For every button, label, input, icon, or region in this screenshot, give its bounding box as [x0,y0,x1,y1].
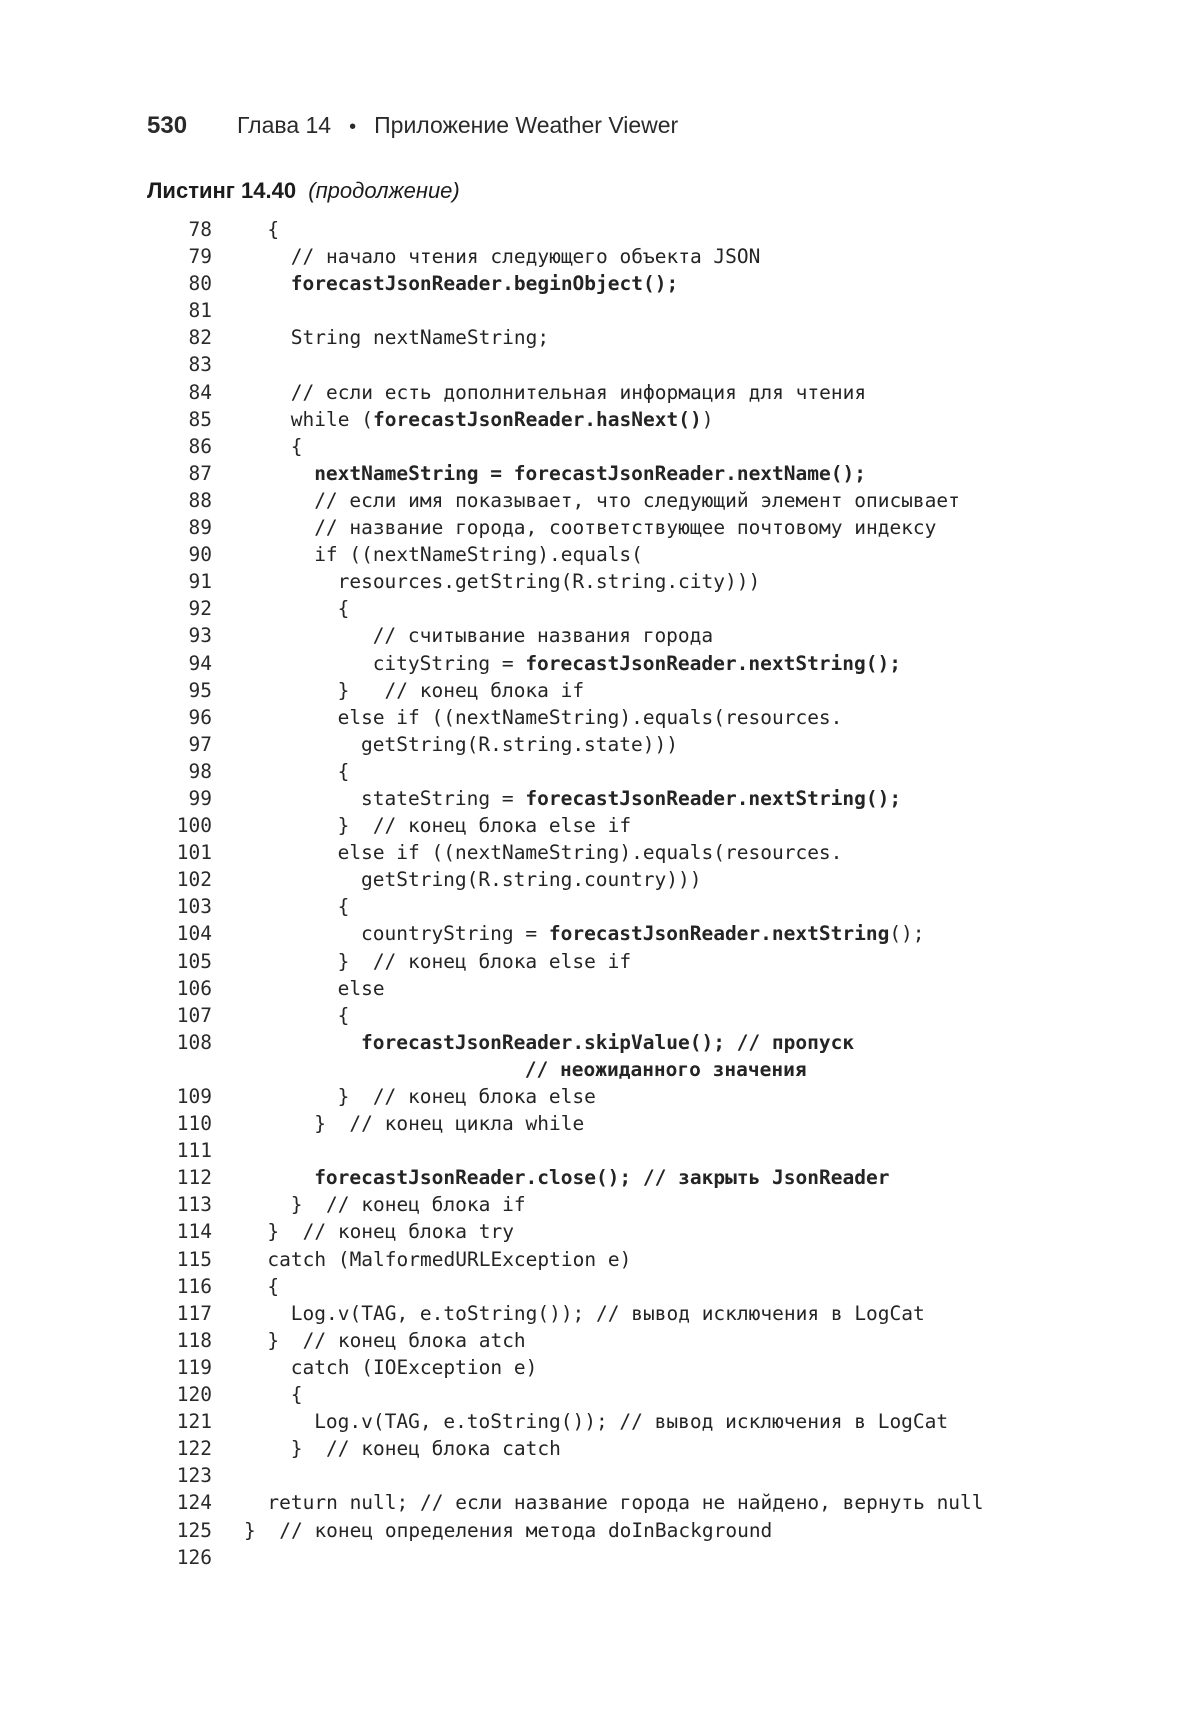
code-line [160,1489,1060,1516]
code-text [338,1002,350,1029]
line-number: 111 [176,1139,212,1163]
code-segment: while ( [290,407,373,431]
code-text [338,704,843,731]
code-text [291,324,549,351]
code-segment: getString(R.string.country))) [361,868,702,892]
code-segment: ) [701,407,714,431]
line-number: 101 [176,841,212,865]
code-segment: resources.getString(R.string.city))) [337,570,761,594]
code-line [160,216,1060,243]
code-text [291,243,761,270]
line-number: 121 [176,1410,212,1434]
code-line [160,541,1060,568]
code-segment: } // конец блока catch [290,1437,561,1461]
code-line [160,433,1060,460]
code-text [267,1218,514,1245]
running-head [147,112,678,152]
code-text [267,216,279,243]
code-text [361,731,678,758]
line-number: 95 [188,678,212,702]
code-line [160,568,1060,595]
code-text [361,785,901,812]
line-number: 93 [188,624,212,648]
code-text [291,1381,303,1408]
line-number: 103 [176,895,212,919]
line-number: 119 [176,1355,212,1379]
code-segment: { [337,597,350,621]
code-bold-segment: // неожиданного значения [524,1057,807,1081]
line-number: 122 [176,1437,212,1461]
listing-continuation: (продолжение) [308,178,460,203]
line-number: 112 [176,1166,212,1190]
code-segment: catch (MalformedURLException e) [267,1247,632,1271]
code-segment: catch (IOException e) [290,1355,538,1379]
code-line [160,866,1060,893]
code-line [160,1137,1060,1164]
code-segment: { [290,434,303,458]
code-bold-segment: forecastJsonReader.nextString [548,922,890,946]
code-bold-segment: forecastJsonReader.beginObject(); [290,272,679,296]
code-segment: } // конец блока if [290,1193,526,1217]
code-text [314,541,643,568]
line-number: 105 [176,949,212,973]
code-line [160,1002,1060,1029]
code-line [160,704,1060,731]
line-number: 97 [188,732,212,756]
code-line [160,1462,1060,1489]
line-number: 84 [188,380,212,404]
code-line [160,324,1060,351]
code-text [338,975,385,1002]
line-number: 90 [188,543,212,567]
code-text [314,1110,584,1137]
code-text [267,1327,525,1354]
code-line [160,460,1060,487]
line-number: 88 [188,488,212,512]
code-text [338,758,350,785]
code-segment: cityString = [372,651,526,675]
code-text [267,1489,983,1516]
code-segment: { [290,1383,303,1407]
line-number: 113 [176,1193,212,1217]
code-text [338,595,350,622]
line-number: 120 [176,1383,212,1407]
code-line [160,839,1060,866]
code-segment: { [267,218,280,241]
code-text [338,568,761,595]
line-number: 126 [176,1545,212,1569]
code-line [160,948,1060,975]
line-number: 86 [188,434,212,458]
line-number: 89 [188,516,212,540]
code-segment: Log.v(TAG, e.toString()); // вывод исключения в LogCat [314,1410,949,1434]
code-text [314,1408,948,1435]
code-text [314,460,866,487]
code-segment: else if ((nextNameString).equals(resources. [337,841,843,865]
code-text [373,650,901,677]
code-text [338,948,632,975]
code-segment: } // конец блока atch [267,1328,526,1352]
code-line [160,297,1060,324]
code-bold-segment: forecastJsonReader.skipValue(); // пропуск [361,1030,855,1054]
code-line [160,1381,1060,1408]
code-segment: else if ((nextNameString).equals(resources. [337,705,843,729]
code-segment: else [337,976,385,1000]
line-number: 108 [176,1030,212,1054]
line-number: 114 [176,1220,212,1244]
code-line [160,1544,1060,1571]
code-text [338,677,585,704]
line-number: 92 [188,597,212,621]
code-text [291,433,303,460]
code-segment: } // конец блока try [267,1220,514,1244]
line-number: 87 [188,461,212,485]
code-line [160,595,1060,622]
line-number: 79 [188,245,212,269]
code-line [160,379,1060,406]
code-line [160,758,1060,785]
code-text [314,514,936,541]
line-number: 109 [176,1085,212,1108]
code-bold-segment: forecastJsonReader.close(); // закрыть JsonReader [314,1166,890,1190]
code-line [160,1408,1060,1435]
code-line [160,1273,1060,1300]
code-line [160,1029,1060,1056]
code-line [160,1083,1060,1110]
code-line [160,785,1060,812]
code-line [160,1191,1060,1218]
code-segment: } // конец цикла while [314,1112,585,1136]
code-segment: } // конец блока else if [337,814,632,838]
line-number: 85 [188,407,212,431]
code-segment: } // конец блока else [337,1085,596,1108]
line-number: 124 [176,1491,212,1515]
code-text [291,1300,925,1327]
line-number: 83 [188,353,212,377]
code-line [160,487,1060,514]
code-text [291,270,678,297]
code-line [160,1164,1060,1191]
code-line [160,677,1060,704]
code-text [314,487,960,514]
code-line [160,893,1060,920]
code-line [160,650,1060,677]
line-number: 107 [176,1003,212,1027]
line-number: 106 [176,976,212,1000]
code-segment: getString(R.string.state))) [361,732,678,756]
line-number: 117 [176,1301,212,1325]
line-number: 118 [176,1328,212,1352]
line-number: 102 [176,868,212,892]
code-text [267,1273,279,1300]
code-line [160,622,1060,649]
code-line [160,1327,1060,1354]
code-segment: Log.v(TAG, e.toString()); // вывод исключения в LogCat [290,1301,925,1325]
code-line [160,406,1060,433]
code-segment: countryString = [361,922,549,946]
code-line [160,270,1060,297]
code-bold-segment: forecastJsonReader.nextString(); [525,786,902,810]
code-segment: { [337,895,350,919]
line-number: 115 [176,1247,212,1271]
code-listing [160,216,1060,1571]
code-line [160,1517,1060,1544]
code-segment: // если имя показывает, что следующий элемент описывает [314,488,960,512]
running-title: Приложение Weather Viewer [374,112,679,138]
code-segment: if ((nextNameString).equals( [314,543,643,567]
code-line [160,975,1060,1002]
code-line [160,920,1060,947]
code-segment: { [337,1003,350,1027]
code-text [291,379,866,406]
line-number: 100 [176,814,212,838]
code-line [160,1218,1060,1245]
code-text [267,1246,631,1273]
code-line [160,1300,1060,1327]
line-number: 98 [188,759,212,783]
code-segment: String nextNameString; [290,326,550,350]
code-text [338,893,350,920]
code-text [291,1435,561,1462]
page-number: 530 [147,112,188,139]
code-line [160,243,1060,270]
code-text [338,1083,596,1110]
line-number: 125 [176,1518,212,1542]
line-number: 82 [188,326,212,350]
line-number: 81 [188,299,212,323]
code-line [160,812,1060,839]
code-bold-segment: forecastJsonReader.nextString(); [525,651,901,675]
code-segment: { [337,759,350,783]
code-segment: } // конец определения метода doInBackground [244,1518,773,1542]
code-text [361,866,701,893]
code-bold-segment: nextNameString = forecastJsonReader.nextName(); [314,461,866,485]
line-number: 123 [176,1464,212,1488]
code-bold-segment: forecastJsonReader.hasNext() [372,407,702,431]
code-text [361,920,925,947]
code-segment: return null; // если название города не найдено, вернуть null [267,1491,984,1515]
code-text [525,1056,807,1083]
code-line [160,351,1060,378]
line-number: 91 [188,570,212,594]
code-segment: } // конец блока else if [337,949,632,973]
code-segment: // если есть дополнительная информация для чтения [290,380,867,404]
line-number: 99 [188,786,212,810]
code-line [160,1246,1060,1273]
code-segment: // начало чтения следующего объекта JSON [290,245,761,269]
code-text [373,622,713,649]
code-segment: stateString = [361,786,526,810]
line-number: 110 [176,1112,212,1136]
code-text [291,406,714,433]
code-segment: } // конец блока if [337,678,585,702]
code-line [160,1056,1060,1083]
code-text [338,839,843,866]
line-number: 104 [176,922,212,946]
listing-caption [147,178,460,204]
line-number: 116 [176,1274,212,1298]
line-number: 96 [188,705,212,729]
code-text [291,1354,538,1381]
code-text [291,1191,526,1218]
code-segment: (); [889,922,925,946]
code-segment: { [267,1274,280,1298]
code-line [160,1354,1060,1381]
code-segment: // считывание названия города [372,624,714,648]
code-line [160,731,1060,758]
code-line [160,1110,1060,1137]
code-text [338,812,632,839]
code-segment: // название города, соответствующее почтовому индексу [314,516,937,540]
code-text [361,1029,854,1056]
code-text [314,1164,889,1191]
bullet-separator: • [349,116,357,138]
line-number: 80 [188,272,212,296]
code-text [244,1517,772,1544]
code-line [160,514,1060,541]
line-number: 78 [188,218,212,241]
chapter-label: Глава 14 [237,112,332,138]
code-line [160,1435,1060,1462]
line-number: 94 [188,651,212,675]
listing-label: Листинг 14.40 [147,178,297,203]
